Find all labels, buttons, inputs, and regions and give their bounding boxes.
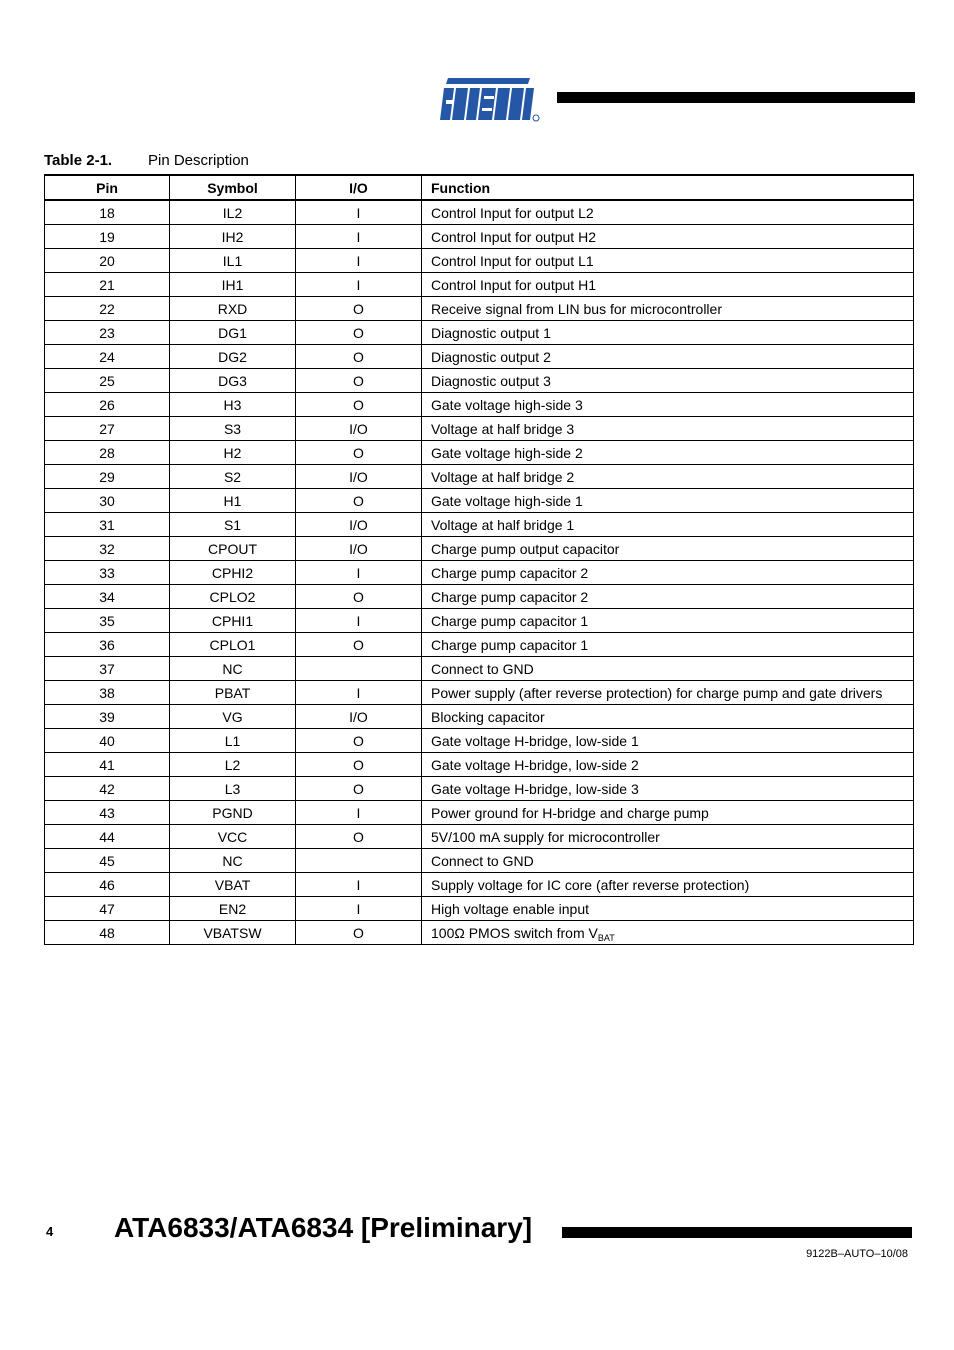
table-row bbox=[45, 200, 914, 225]
cell-io: I bbox=[296, 200, 422, 225]
atmel-logo bbox=[440, 74, 540, 122]
table-row bbox=[45, 225, 914, 249]
header-function: Function bbox=[422, 175, 914, 200]
cell-io: O bbox=[296, 297, 422, 321]
table-row bbox=[45, 801, 914, 825]
cell-pin: 47 bbox=[45, 897, 170, 921]
cell-symbol: DG1 bbox=[170, 321, 296, 345]
cell-symbol: IL2 bbox=[170, 200, 296, 225]
cell-function: Diagnostic output 1 bbox=[422, 321, 914, 345]
cell-function: Charge pump output capacitor bbox=[422, 537, 914, 561]
cell-io: I/O bbox=[296, 465, 422, 489]
table-row bbox=[45, 921, 914, 945]
cell-pin: 42 bbox=[45, 777, 170, 801]
cell-symbol: CPHI1 bbox=[170, 609, 296, 633]
cell-symbol: VCC bbox=[170, 825, 296, 849]
cell-symbol: CPLO1 bbox=[170, 633, 296, 657]
cell-symbol: VBATSW bbox=[170, 921, 296, 945]
cell-pin: 32 bbox=[45, 537, 170, 561]
cell-function: Power ground for H-bridge and charge pump bbox=[422, 801, 914, 825]
cell-symbol: IH1 bbox=[170, 273, 296, 297]
cell-symbol: L3 bbox=[170, 777, 296, 801]
cell-pin: 24 bbox=[45, 345, 170, 369]
table-row bbox=[45, 897, 914, 921]
cell-io: I bbox=[296, 561, 422, 585]
cell-function: Connect to GND bbox=[422, 849, 914, 873]
cell-symbol: DG3 bbox=[170, 369, 296, 393]
cell-function: Control Input for output L2 bbox=[422, 200, 914, 225]
cell-function: Diagnostic output 2 bbox=[422, 345, 914, 369]
cell-function: 5V/100 mA supply for microcontroller bbox=[422, 825, 914, 849]
table-row bbox=[45, 849, 914, 873]
cell-symbol: S1 bbox=[170, 513, 296, 537]
cell-function: Diagnostic output 3 bbox=[422, 369, 914, 393]
cell-pin: 43 bbox=[45, 801, 170, 825]
cell-pin: 44 bbox=[45, 825, 170, 849]
cell-io: O bbox=[296, 777, 422, 801]
cell-io: I bbox=[296, 273, 422, 297]
table-row bbox=[45, 561, 914, 585]
cell-io bbox=[296, 657, 422, 681]
cell-io bbox=[296, 849, 422, 873]
cell-io: O bbox=[296, 921, 422, 945]
cell-function: Control Input for output L1 bbox=[422, 249, 914, 273]
cell-symbol: IH2 bbox=[170, 225, 296, 249]
cell-function: Gate voltage high-side 2 bbox=[422, 441, 914, 465]
cell-function: Charge pump capacitor 2 bbox=[422, 585, 914, 609]
cell-symbol: PGND bbox=[170, 801, 296, 825]
table-row bbox=[45, 585, 914, 609]
table-row bbox=[45, 537, 914, 561]
cell-io: I/O bbox=[296, 417, 422, 441]
cell-symbol: S2 bbox=[170, 465, 296, 489]
cell-symbol: H3 bbox=[170, 393, 296, 417]
cell-pin: 18 bbox=[45, 200, 170, 225]
document-code: 9122B–AUTO–10/08 bbox=[806, 1248, 908, 1260]
cell-pin: 21 bbox=[45, 273, 170, 297]
cell-function: Power supply (after reverse protection) for charge pump and gate drivers bbox=[422, 681, 914, 705]
table-row bbox=[45, 297, 914, 321]
table-row bbox=[45, 441, 914, 465]
cell-pin: 25 bbox=[45, 369, 170, 393]
table-row bbox=[45, 729, 914, 753]
cell-io: I bbox=[296, 873, 422, 897]
cell-function: Charge pump capacitor 1 bbox=[422, 633, 914, 657]
cell-io: O bbox=[296, 393, 422, 417]
cell-function: Supply voltage for IC core (after reverse protection) bbox=[422, 873, 914, 897]
table-row bbox=[45, 825, 914, 849]
cell-symbol: EN2 bbox=[170, 897, 296, 921]
table-row bbox=[45, 681, 914, 705]
table-row bbox=[45, 345, 914, 369]
table-row bbox=[45, 249, 914, 273]
cell-io: I/O bbox=[296, 537, 422, 561]
cell-pin: 27 bbox=[45, 417, 170, 441]
cell-pin: 48 bbox=[45, 921, 170, 945]
cell-pin: 31 bbox=[45, 513, 170, 537]
cell-symbol: H1 bbox=[170, 489, 296, 513]
cell-function: High voltage enable input bbox=[422, 897, 914, 921]
cell-pin: 34 bbox=[45, 585, 170, 609]
cell-io: I/O bbox=[296, 705, 422, 729]
cell-pin: 22 bbox=[45, 297, 170, 321]
table-header-row bbox=[45, 175, 914, 200]
cell-symbol: NC bbox=[170, 657, 296, 681]
cell-io: O bbox=[296, 825, 422, 849]
cell-symbol: DG2 bbox=[170, 345, 296, 369]
table-row bbox=[45, 873, 914, 897]
header-symbol: Symbol bbox=[170, 175, 296, 200]
cell-function: Control Input for output H2 bbox=[422, 225, 914, 249]
footer-rule bbox=[562, 1227, 912, 1238]
cell-pin: 45 bbox=[45, 849, 170, 873]
cell-io: O bbox=[296, 321, 422, 345]
cell-function: Charge pump capacitor 2 bbox=[422, 561, 914, 585]
table-row bbox=[45, 369, 914, 393]
cell-io: O bbox=[296, 633, 422, 657]
cell-function: Charge pump capacitor 1 bbox=[422, 609, 914, 633]
cell-io: I bbox=[296, 609, 422, 633]
table-row bbox=[45, 633, 914, 657]
cell-function: Voltage at half bridge 3 bbox=[422, 417, 914, 441]
cell-pin: 26 bbox=[45, 393, 170, 417]
cell-function: Gate voltage H-bridge, low-side 3 bbox=[422, 777, 914, 801]
cell-io: I bbox=[296, 801, 422, 825]
cell-pin: 39 bbox=[45, 705, 170, 729]
cell-pin: 37 bbox=[45, 657, 170, 681]
cell-function: Blocking capacitor bbox=[422, 705, 914, 729]
cell-function: Gate voltage high-side 3 bbox=[422, 393, 914, 417]
cell-pin: 40 bbox=[45, 729, 170, 753]
cell-pin: 46 bbox=[45, 873, 170, 897]
table-row bbox=[45, 393, 914, 417]
cell-symbol: PBAT bbox=[170, 681, 296, 705]
cell-symbol: VG bbox=[170, 705, 296, 729]
cell-pin: 41 bbox=[45, 753, 170, 777]
table-title: Pin Description bbox=[148, 152, 249, 169]
cell-function: Gate voltage H-bridge, low-side 2 bbox=[422, 753, 914, 777]
cell-function: Control Input for output H1 bbox=[422, 273, 914, 297]
cell-io: O bbox=[296, 345, 422, 369]
cell-symbol: VBAT bbox=[170, 873, 296, 897]
cell-function: Voltage at half bridge 1 bbox=[422, 513, 914, 537]
cell-pin: 35 bbox=[45, 609, 170, 633]
table-row bbox=[45, 465, 914, 489]
cell-pin: 23 bbox=[45, 321, 170, 345]
cell-symbol: CPOUT bbox=[170, 537, 296, 561]
cell-symbol: IL1 bbox=[170, 249, 296, 273]
cell-io: O bbox=[296, 489, 422, 513]
table-row bbox=[45, 273, 914, 297]
table-row bbox=[45, 777, 914, 801]
cell-symbol: RXD bbox=[170, 297, 296, 321]
page-number: 4 bbox=[46, 1224, 54, 1239]
table-body bbox=[45, 200, 914, 945]
header-io: I/O bbox=[296, 175, 422, 200]
header-rule bbox=[557, 92, 915, 103]
cell-io: O bbox=[296, 729, 422, 753]
cell-pin: 29 bbox=[45, 465, 170, 489]
cell-symbol: S3 bbox=[170, 417, 296, 441]
cell-io: O bbox=[296, 585, 422, 609]
cell-symbol: CPHI2 bbox=[170, 561, 296, 585]
table-row bbox=[45, 513, 914, 537]
pin-description-table bbox=[44, 174, 914, 945]
cell-io: I bbox=[296, 681, 422, 705]
cell-pin: 33 bbox=[45, 561, 170, 585]
cell-pin: 20 bbox=[45, 249, 170, 273]
cell-io: O bbox=[296, 753, 422, 777]
cell-io: I bbox=[296, 897, 422, 921]
cell-pin: 19 bbox=[45, 225, 170, 249]
cell-symbol: L2 bbox=[170, 753, 296, 777]
cell-function: Voltage at half bridge 2 bbox=[422, 465, 914, 489]
header-pin: Pin bbox=[45, 175, 170, 200]
table-number: Table 2-1. bbox=[44, 152, 113, 169]
table-row bbox=[45, 417, 914, 441]
cell-symbol: L1 bbox=[170, 729, 296, 753]
cell-pin: 30 bbox=[45, 489, 170, 513]
cell-io: O bbox=[296, 369, 422, 393]
table-caption bbox=[44, 151, 249, 171]
cell-io: I bbox=[296, 225, 422, 249]
table-row bbox=[45, 489, 914, 513]
table-row bbox=[45, 657, 914, 681]
cell-function: Gate voltage high-side 1 bbox=[422, 489, 914, 513]
cell-function: Connect to GND bbox=[422, 657, 914, 681]
table-row bbox=[45, 321, 914, 345]
cell-io: I/O bbox=[296, 513, 422, 537]
cell-symbol: H2 bbox=[170, 441, 296, 465]
cell-pin: 36 bbox=[45, 633, 170, 657]
cell-symbol: NC bbox=[170, 849, 296, 873]
cell-function: Gate voltage H-bridge, low-side 1 bbox=[422, 729, 914, 753]
cell-pin: 38 bbox=[45, 681, 170, 705]
cell-function bbox=[422, 921, 914, 945]
table-row bbox=[45, 705, 914, 729]
cell-io: I bbox=[296, 249, 422, 273]
cell-function: Receive signal from LIN bus for microcontroller bbox=[422, 297, 914, 321]
table-row bbox=[45, 609, 914, 633]
table-row bbox=[45, 753, 914, 777]
function-text: 100Ω PMOS switch from V bbox=[431, 924, 598, 941]
document-title: ATA6833/ATA6834 [Preliminary] bbox=[114, 1212, 533, 1243]
function-subscript: BAT bbox=[597, 932, 615, 943]
cell-io: O bbox=[296, 441, 422, 465]
cell-pin: 28 bbox=[45, 441, 170, 465]
cell-symbol: CPLO2 bbox=[170, 585, 296, 609]
